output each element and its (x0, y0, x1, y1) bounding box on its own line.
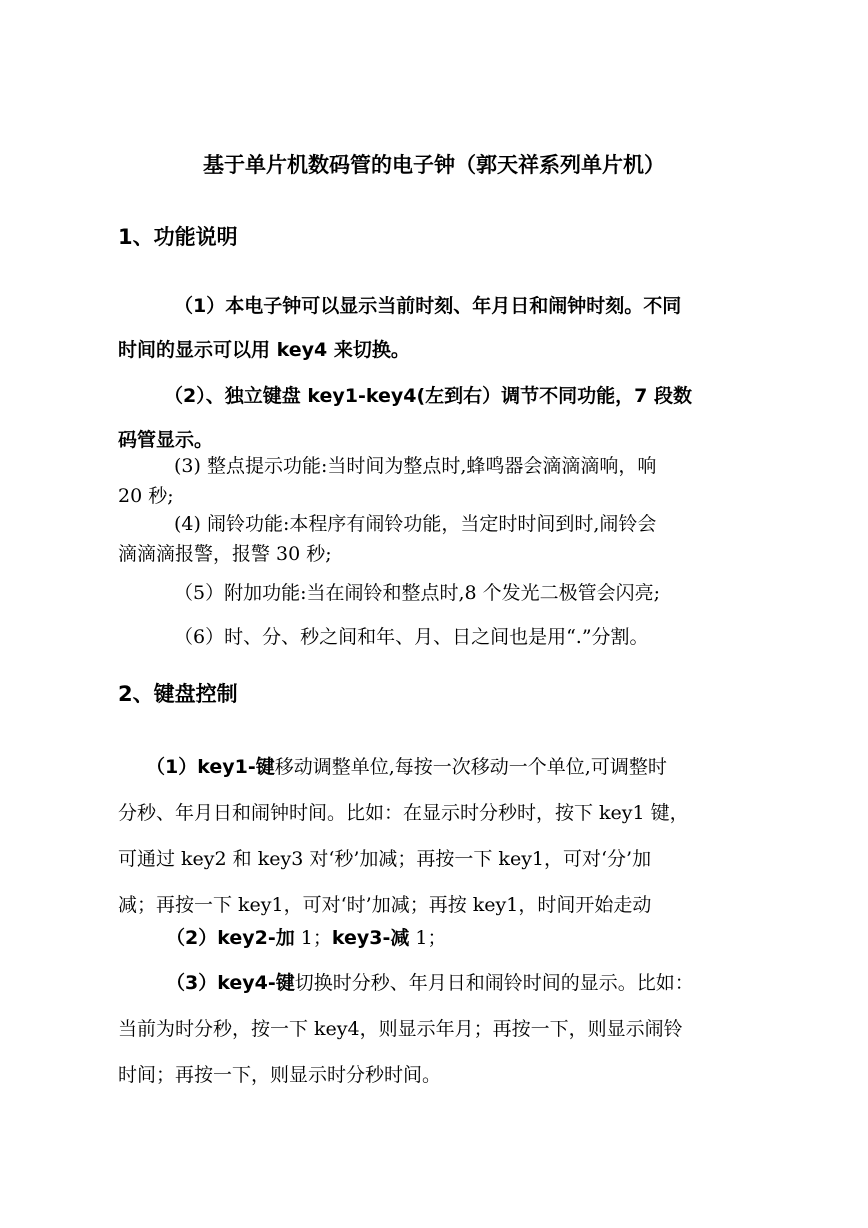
section-heading-function: 1、功能说明 (118, 225, 238, 249)
key-label: （3）key4-键 (166, 972, 295, 994)
paragraph-line: 分秒、年月日和闹钟时间。比如：在显示时分秒时，按下 key1 键， (118, 802, 689, 824)
key-label: （1）key1-键 (146, 756, 275, 778)
paragraph-line: 滴滴滴报警，报警 30 秒; (118, 543, 332, 565)
paragraph-line (118, 915, 758, 961)
paragraph-line: 码管显示。 (118, 429, 214, 451)
paragraph-line: 时间；再按一下，则显示时分秒时间。 (118, 1064, 442, 1086)
paragraph-hourly-chime (118, 451, 758, 511)
paragraph-line: (4) 闹铃功能:本程序有闹铃功能，当定时时间到时,闹铃会 (174, 513, 657, 535)
paragraph-line: （6）时、分、秒之间和年、月、日之间也是用“.”分割。 (174, 626, 649, 648)
key-label: key3-减 (331, 927, 410, 949)
paragraph-line: 可通过 key2 和 key3 对‘秒’加减；再按一下 key1，可对‘分’加 (118, 848, 652, 870)
paragraph-display-function (118, 284, 758, 372)
paragraph-extra-function (118, 578, 758, 608)
paragraph-key2-key3-control (118, 915, 758, 961)
paragraph-line (118, 744, 758, 790)
paragraph-key4-control (118, 960, 758, 1098)
key-description: 移动调整单位,每按一次移动一个单位,可调整时 (274, 756, 667, 778)
paragraph-key1-control (118, 744, 758, 928)
key-description: 切换时分秒、年月日和闹铃时间的显示。比如： (294, 972, 694, 994)
section-heading-keyboard-control: 2、键盘控制 (118, 682, 238, 706)
key-label: （2）key2-加 (166, 927, 295, 949)
paragraph-keyboard-function (118, 374, 758, 462)
paragraph-line (118, 960, 758, 1006)
paragraph-line: (3) 整点提示功能:当时间为整点时,蜂鸣器会滴滴滴响，响 (174, 455, 657, 477)
paragraph-line: 时间的显示可以用 key4 来切换。 (118, 339, 410, 361)
key-description: 1； (294, 927, 332, 949)
paragraph-line: （1）本电子钟可以显示当前时刻、年月日和闹钟时刻。不同 (174, 295, 682, 317)
paragraph-line: 20 秒; (118, 485, 174, 507)
paragraph-line: （2）、独立键盘 key1-key4(左到右）调节不同功能，7 段数 (164, 385, 692, 407)
key-description: 1； (409, 927, 447, 949)
paragraph-line: 减；再按一下 key1，可对‘时’加减；再按 key1，时间开始走动 (118, 894, 652, 916)
paragraph-alarm-function (118, 509, 758, 569)
paragraph-separator-note (118, 622, 758, 652)
paragraph-line: 当前为时分秒，按一下 key4，则显示年月；再按一下，则显示闹铃 (118, 1018, 683, 1040)
document-title: 基于单片机数码管的电子钟（郭天祥系列单片机） (203, 153, 665, 177)
paragraph-line: （5）附加功能:当在闹铃和整点时,8 个发光二极管会闪亮; (174, 582, 661, 604)
